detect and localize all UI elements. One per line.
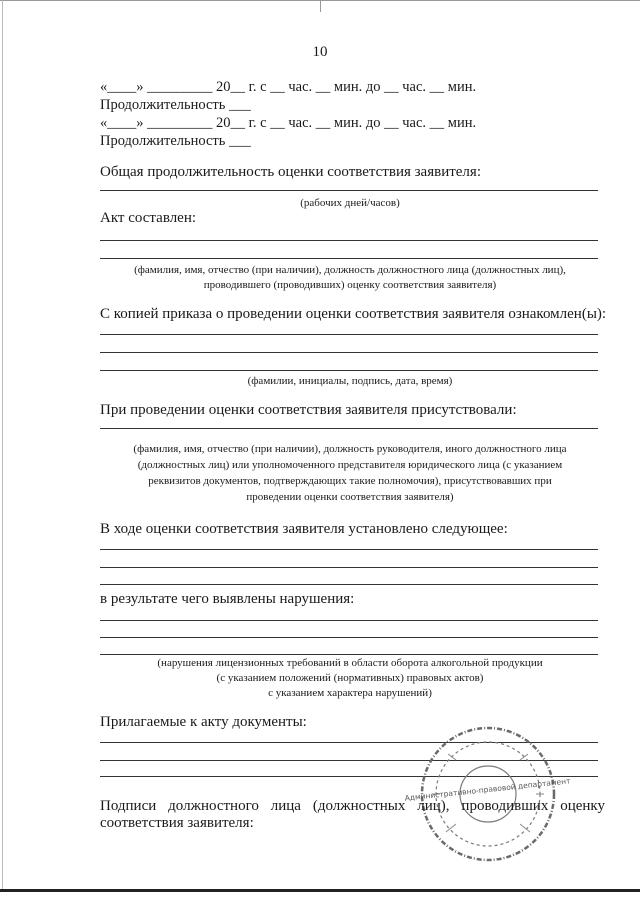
- act-caption-line-1: (фамилия, имя, отчество (при наличии), должность должностного лица (должностных лиц),: [134, 264, 566, 276]
- official-stamp-icon: [404, 724, 571, 864]
- scan-mark: [320, 0, 321, 12]
- fill-line: [100, 567, 598, 568]
- fill-line: [100, 370, 598, 371]
- time-row-1: «____» _________ 20__ г. с __ час. __ мин. до __ час. __ мин.: [100, 79, 477, 95]
- stamp-inner-text: Административно-правовой департамент: [404, 776, 571, 803]
- violations-caption-line-3: с указанием характера нарушений): [268, 687, 432, 699]
- violations-caption-line-1: (нарушения лицензионных требований в области оборота алкогольной продукции: [157, 657, 543, 669]
- fill-line: [100, 190, 598, 191]
- page-left-edge: [2, 0, 3, 890]
- attached-label: Прилагаемые к акту документы:: [100, 714, 307, 730]
- total-duration-caption: (рабочих дней/часов): [300, 197, 400, 209]
- fill-line: [100, 352, 598, 353]
- fill-line: [100, 428, 598, 429]
- violations-caption-line-2: (с указанием положений (нормативных) правовых актов): [216, 672, 484, 684]
- signatures-line-1: Подписи должностного лица (должностных лиц), проводивших оценку: [100, 798, 605, 814]
- present-caption-line-4: проведении оценки соответствия заявителя): [246, 491, 454, 503]
- fill-line: [100, 584, 598, 585]
- present-caption-line-2: (должностных лиц) или уполномоченного представителя юридического лица (с указанием: [137, 459, 563, 471]
- time-row-2: «____» _________ 20__ г. с __ час. __ мин. до __ час. __ мин.: [100, 115, 477, 131]
- fill-line: [100, 620, 598, 621]
- present-caption-line-1: (фамилия, имя, отчество (при наличии), должность руководителя, иного должностного лица: [133, 443, 567, 455]
- page-bottom-border: [0, 889, 640, 892]
- fill-line: [100, 637, 598, 638]
- fill-line: [100, 654, 598, 655]
- established-label: В ходе оценки соответствия заявителя установлено следующее:: [100, 521, 508, 537]
- present-label: При проведении оценки соответствия заявителя присутствовали:: [100, 402, 517, 418]
- present-caption-line-3: реквизитов документов, подтверждающих такие полномочия), присутствовавших при: [148, 475, 552, 487]
- fill-line: [100, 258, 598, 259]
- page-number: 10: [312, 44, 328, 60]
- act-caption-line-2: проводившего (проводивших) оценку соответствия заявителя): [203, 279, 497, 291]
- fill-line: [100, 240, 598, 241]
- duration-row-1: Продолжительность ___: [100, 97, 251, 113]
- fill-line: [100, 334, 598, 335]
- fill-line: [100, 549, 598, 550]
- act-label: Акт составлен:: [100, 210, 197, 226]
- order-copy-label: С копией приказа о проведении оценки соответствия заявителя ознакомлен(ы):: [100, 306, 607, 322]
- signatures-line-2: соответствия заявителя:: [100, 815, 254, 831]
- violations-label: в результате чего выявлены нарушения:: [100, 591, 355, 607]
- order-copy-caption: (фамилии, инициалы, подпись, дата, время): [247, 375, 453, 387]
- duration-row-2: Продолжительность ___: [100, 133, 251, 149]
- total-duration-label: Общая продолжительность оценки соответствия заявителя:: [100, 164, 481, 180]
